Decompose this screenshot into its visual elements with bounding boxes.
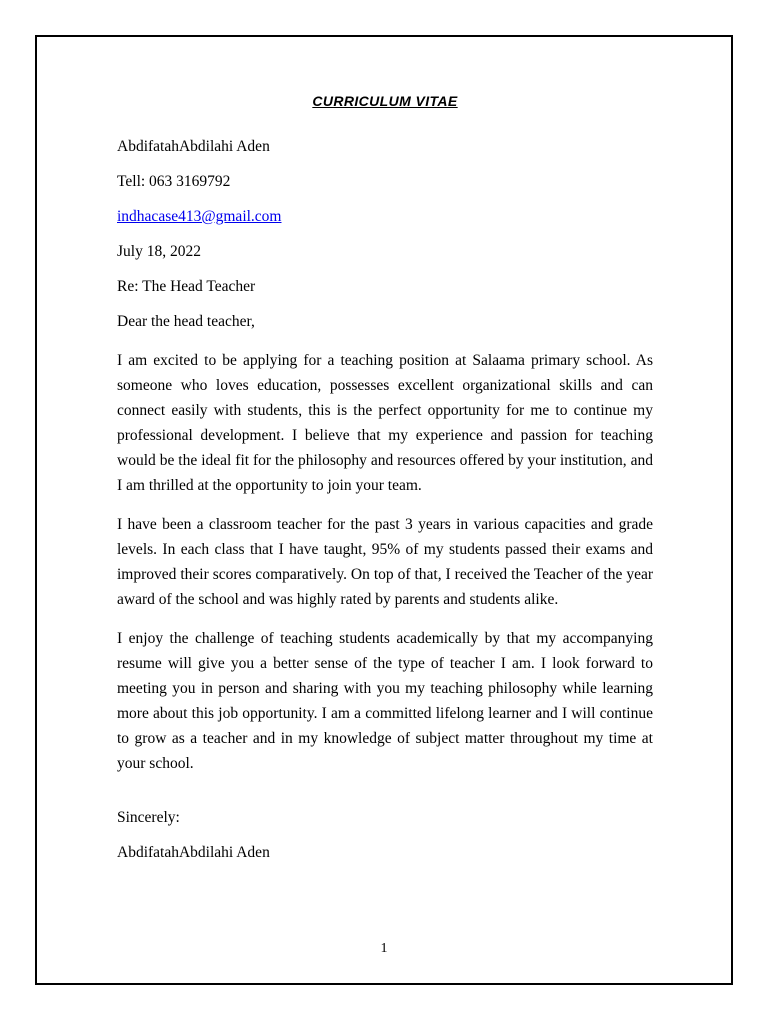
body-paragraph-3: I enjoy the challenge of teaching students academically by that my accompanying resume will give you a better sense of the type of teacher I am. I look forward to meeting you in person and sharing with you my teaching philosophy while learning more about this job opportunity. I am a committed lifelong learner and I will continue to grow as a teacher and in my knowledge of subject matter throughout my time at your school. [117, 630, 653, 772]
salutation-line: Dear the head teacher, [117, 313, 255, 330]
page-number: 1 [380, 941, 388, 956]
email-line [117, 205, 653, 229]
applicant-name: AbdifatahAbdilahi Aden [117, 138, 270, 155]
document-title: CURRICULUM VITAE [312, 93, 458, 109]
document-page [35, 35, 733, 985]
body-paragraph-1: I am excited to be applying for a teaching position at Salaama primary school. As someone who loves education, possesses excellent organizational skills and can connect easily with students, this is the perfect opportunity for me to continue my professional development. I believe that my experience and passion for teaching would be the ideal fit for the philosophy and resources offered by your institution, and I am thrilled at the opportunity to join your team. [117, 352, 653, 494]
date-line: July 18, 2022 [117, 243, 201, 260]
closing-line: Sincerely: [117, 809, 180, 826]
email-link[interactable]: indhacase413@gmail.com [117, 208, 282, 225]
subject-line: Re: The Head Teacher [117, 278, 256, 295]
signature-line: AbdifatahAbdilahi Aden [117, 844, 270, 861]
page-content [37, 37, 731, 865]
phone-line: Tell: 063 3169792 [117, 173, 231, 190]
body-paragraph-2: I have been a classroom teacher for the past 3 years in various capacities and grade levels. In each class that I have taught, 95% of my students passed their exams and improved their scores comparatively. On top of that, I received the Teacher of the year award of the school and was highly rated by parents and students alike. [117, 516, 653, 608]
